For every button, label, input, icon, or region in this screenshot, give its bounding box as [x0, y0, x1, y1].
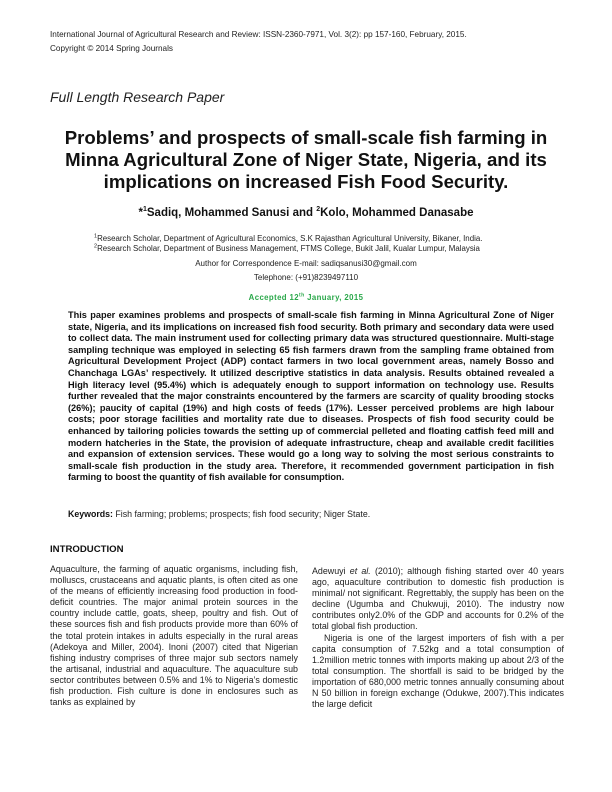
keywords [68, 509, 554, 519]
affiliation-2-text: Research Scholar, Department of Business Management, FTMS College, Bukit Jalil, Kualar Lumpur, Malaysia [97, 244, 480, 253]
keywords-text: Fish farming; problems; prospects; fish food security; Niger State. [112, 509, 371, 519]
affiliation-1-num: 1 [94, 233, 98, 240]
author2-sup: 2 [316, 206, 321, 214]
corresponding-marker: * [138, 207, 143, 219]
journal-citation: International Journal of Agricultural Research and Review: ISSN-2360-7971, Vol. 3(2): pp 157-160, February, 2015. [50, 30, 467, 39]
accepted-post: January, 2015 [304, 293, 364, 302]
author1-sup: 1 [142, 206, 147, 214]
copyright-notice: Copyright © 2014 Spring Journals [50, 44, 174, 53]
author1-name: Sadiq, Mohammed Sanusi and [146, 207, 317, 219]
telephone: Telephone: (+91)8239497110 [253, 273, 359, 282]
affiliation-2 [94, 244, 480, 253]
affiliation-1-text: Research Scholar, Department of Agricultural Economics, S.K Rajasthan Agricultural University, Bikaner, India. [97, 234, 483, 243]
keywords-label: Keywords: [68, 509, 113, 519]
body-column-left [50, 564, 298, 708]
paragraph-2-text: (2010); although fishing started over 40 years ago, aquaculture contribution to domestic fish production is minimal/ not significant. Regrettably, the supply has been on the decline (Ugumba and Chukwuji, 2010). The industry now contributes only2.0% of the GDP and accounts for 0.2% of the total global fish production. [312, 566, 564, 632]
affiliation-2-num: 2 [94, 243, 98, 250]
intro-paragraph-1: Aquaculture, the farming of aquatic organisms, including fish, molluscs, crustaceans and aquatic plants, is often cited as one of the means of efficiently increasing food production in food-deficit countries. The major animal protein sources in the country include cattle, goats, sheep, poultry and fish. Out of these sources fish and fish products provide more than 60% of the total protein intakes in adults especially in the rural areas (Adekoya and Miller, 2004). Inoni (2007) cited that Nigerian fishing industry comprises of three major sub sectors namely the artisanal, industrial and aquaculture. The aquaculture sub sector contributes between 0.5% and 1% to Nigeria’s domestic fish production. Fish culture is done in enclosures such as tanks as explained by [50, 564, 298, 708]
accepted-sup: th [299, 292, 305, 299]
body-column-right [312, 566, 564, 710]
accepted-date [40, 293, 572, 302]
correspondence-email: Author for Correspondence E-mail: sadiqsanusi30@gmail.com [195, 259, 417, 268]
paper-title: Problems’ and prospects of small-scale fish farming in Minna Agricultural Zone of Niger State, Nigeria, and its implications on increased Fish Food Security. [64, 127, 548, 192]
accepted-pre: Accepted 12 [248, 293, 300, 302]
intro-paragraph-3: Nigeria is one of the largest importers of fish with a per capita consumption of 7.52kg and a total consumption of 1.2million metric tonnes with imports making up about 2/3 of the total consumption. The shortfall is said to be bridged by the importation of 680,000 metric tonnes annually consuming about N 50 billion in foreign exchange (Odukwe, 2007).This indicates the large deficit [312, 632, 564, 710]
citation-etal: et al. [349, 566, 371, 576]
abstract: This paper examines problems and prospects of small-scale fish farming in Minna Agricultural Zone of Niger state, Nigeria, and its implications on increased fish food security. Both primary and secondary data were used to collect data. The main instrument used for collecting primary data was structured questionnaire. Multi-stage sampling technique was employed in selecting 65 fish farmers drawn from the sampling frame obtained from Agricultural Development Project (ADP) contact farmers in two local government areas, namely Bosso and Chanchaga LGAs’ respectively. It utilized descriptive statistics in data analysis. Results obtained revealed a High literacy level (95.4%) which is adequately enough to support information on technology use. Results further revealed that the major constraints encountered by the farmers are scarcity of quality brooding stocks (26%); paucity of capital (19%) and high costs of feeds (17%). Lesser perceived problems are high labour costs; poor storage facilities and mortality rate due to diseases. Prospects of fish food security could be enhanced by tailoring policies towards the setting up of commercial pelleted and floating catfish feed mill and modern hatcheries in the State, the provision of adequate infrastructure, cheap and available credit facilities and expansion of extension services. These would go a long way to solving the most serious constraints to small-scale fish production in the study area. Therefore, it recommended government participation in fish farming to boost the quantity of fish available for consumption. [68, 310, 554, 483]
author2-name: Kolo, Mohammed Danasabe [320, 207, 474, 219]
intro-paragraph-2 [312, 566, 564, 633]
affiliation-1 [94, 234, 482, 243]
citation-author: Adewuyi [312, 566, 350, 576]
paper-type-label: Full Length Research Paper [50, 89, 225, 105]
introduction-heading: INTRODUCTION [50, 544, 124, 555]
author-line [40, 207, 572, 219]
